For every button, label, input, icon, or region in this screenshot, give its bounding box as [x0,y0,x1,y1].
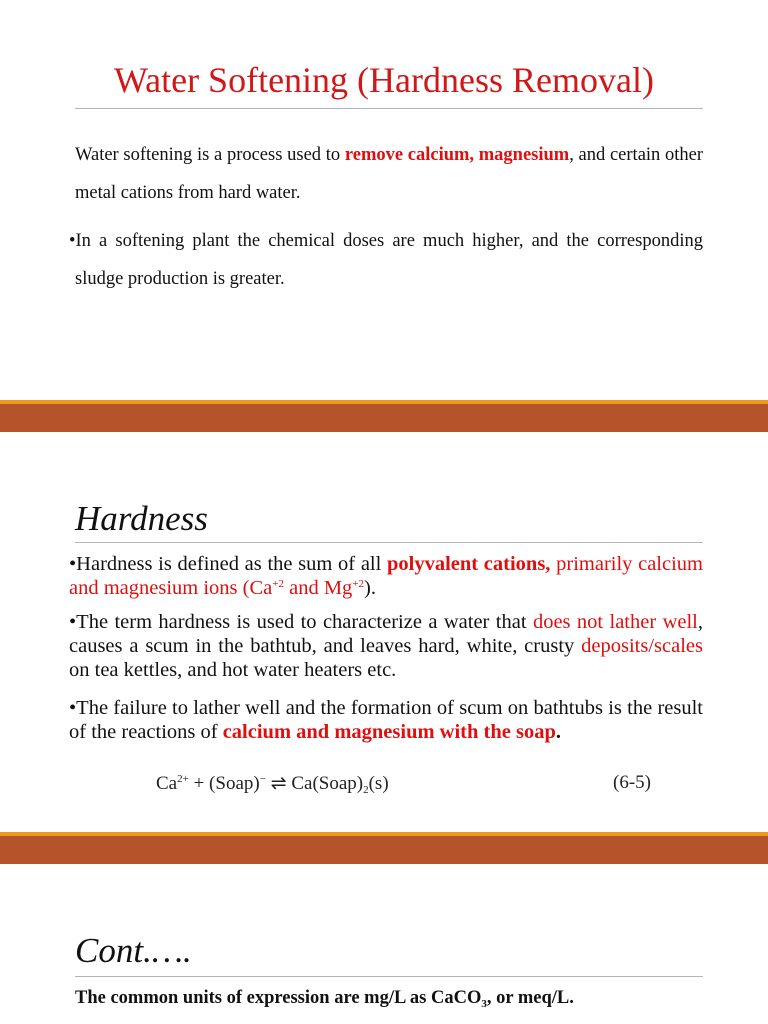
text-span: •Hardness is defined as the sum of all [69,553,387,575]
text-span: •The term hardness is used to characterize a water that [69,611,533,633]
highlight-text: polyvalent cations, [387,553,551,575]
highlight-text: and Mg [283,577,353,599]
bullet-characterize [69,610,703,682]
title-underline [75,108,703,109]
slide-hardness [0,434,768,830]
superscript: 2+ [177,773,189,785]
text-span: The common units of expression are mg/L as CaCO [75,988,482,1008]
superscript: +2 [272,578,284,590]
subscript: 2 [363,784,369,796]
text-span: (s) [368,773,389,794]
text-span: Ca(Soap) [291,773,364,794]
paragraph-definition [75,136,703,212]
equation-expression [156,772,389,795]
superscript: − [259,773,266,785]
units-statement [75,988,715,1009]
equation-number: (6-5) [613,772,651,793]
slide-separator [0,400,768,432]
bullet-definition [69,552,703,600]
paragraph-softening-plant [69,222,703,298]
text-span: •In a softening plant the chemical doses are much higher, and the corresponding sludge production is greater. [69,231,703,289]
text-span: , or meq/L. [486,988,574,1008]
bullet-lather [69,696,703,744]
equilibrium-arrow: ⇌ [265,773,292,794]
text-span: Ca [156,773,178,794]
text-span: . [555,721,561,743]
text-span: ). [364,577,376,599]
text-span: , causes a scum in the bathtub, and leaves hard, white, crusty [69,611,704,657]
slide-title: Cont.…. [75,931,192,970]
highlight-text: remove calcium, magnesium [344,145,570,165]
slide-title: Hardness [75,499,208,538]
soap-reaction-equation [156,764,651,796]
highlight-text: deposits/scales [581,635,703,657]
superscript: +2 [352,578,365,590]
subscript: 3 [481,998,487,1010]
title-underline [75,976,703,977]
text-span: Water softening is a process used to [75,145,345,165]
highlight-text: does not lather well [532,611,698,633]
text-span: , and certain other metal cations from hard water. [75,145,704,203]
slide-cont [0,866,768,1024]
slide-separator [0,832,768,864]
title-underline [75,542,703,543]
text-span: •The failure to lather well and the formation of scum on bathtubs is the result of the reactions of [69,697,703,743]
text-span: on tea kettles, and hot water heaters etc. [69,659,397,681]
slide-title: Water Softening (Hardness Removal) [114,60,654,100]
text-span: + (Soap) [188,773,260,794]
highlight-text: primarily calcium and magnesium ions (Ca [69,553,703,599]
highlight-text: calcium and magnesium with the soap [222,721,556,743]
slide-water-softening [0,0,768,398]
